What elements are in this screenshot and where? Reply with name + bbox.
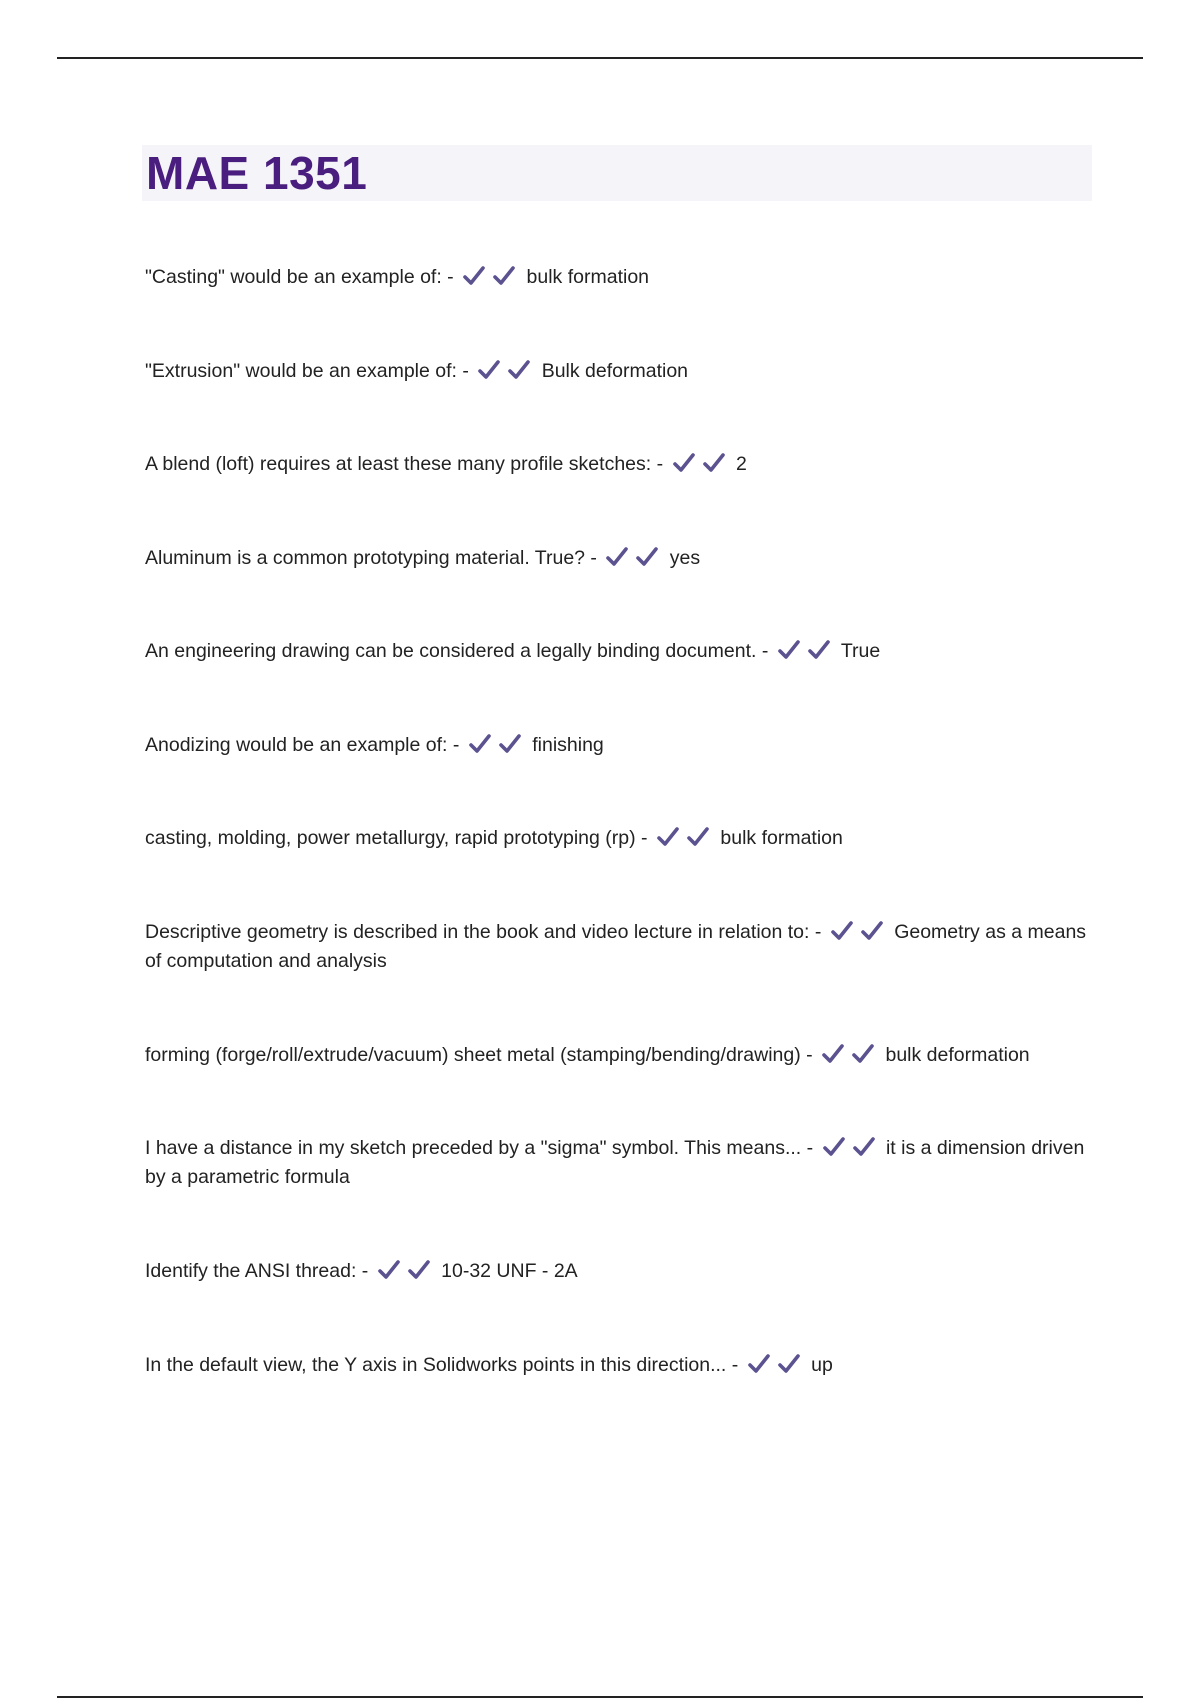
- check-icon: [636, 547, 658, 567]
- question-text: "Casting" would be an example of: -: [145, 265, 454, 288]
- double-check-icon: [673, 453, 733, 475]
- question-text: I have a distance in my sketch preceded by a "sigma" symbol. This means... -: [145, 1136, 814, 1159]
- check-icon: [831, 921, 853, 941]
- check-icon: [822, 1044, 844, 1064]
- qa-item: [145, 1041, 1095, 1070]
- check-icon: [703, 453, 725, 473]
- double-check-icon: [606, 547, 666, 569]
- qa-item: [145, 824, 1095, 853]
- check-icon: [748, 1354, 770, 1374]
- qa-item: [145, 450, 1095, 479]
- double-check-icon: [778, 640, 838, 662]
- check-icon: [778, 1354, 800, 1374]
- check-icon: [823, 1137, 845, 1157]
- check-icon: [687, 827, 709, 847]
- answer-text: it is a dimension driven by a parametric formula: [145, 1136, 1085, 1188]
- double-check-icon: [822, 1044, 882, 1066]
- question-text: Anodizing would be an example of: -: [145, 733, 460, 756]
- qa-item: [145, 1351, 1095, 1380]
- check-icon: [408, 1260, 430, 1280]
- qa-item: [145, 918, 1095, 976]
- question-text: Identify the ANSI thread: -: [145, 1259, 369, 1282]
- check-icon: [778, 640, 800, 660]
- answer-text: bulk deformation: [885, 1043, 1030, 1066]
- answer-text: finishing: [532, 733, 604, 756]
- top-rule: [57, 57, 1143, 59]
- check-icon: [469, 734, 491, 754]
- check-icon: [853, 1137, 875, 1157]
- answer-text: Geometry as a means of computation and analysis: [145, 920, 1087, 972]
- answer-text: True: [840, 639, 881, 662]
- qa-item: [145, 1257, 1095, 1286]
- question-text: Descriptive geometry is described in the book and video lecture in relation to: -: [145, 920, 822, 943]
- qa-item: [145, 357, 1095, 386]
- question-text: casting, molding, power metallurgy, rapid prototyping (rp) -: [145, 826, 648, 849]
- check-icon: [499, 734, 521, 754]
- qa-item: [145, 637, 1095, 666]
- qa-item: [145, 1134, 1095, 1192]
- bottom-rule: [57, 1696, 1143, 1698]
- double-check-icon: [378, 1260, 438, 1282]
- document-title: MAE 1351: [146, 147, 368, 199]
- question-text: "Extrusion" would be an example of: -: [145, 359, 469, 382]
- check-icon: [808, 640, 830, 660]
- check-icon: [606, 547, 628, 567]
- double-check-icon: [478, 360, 538, 382]
- question-text: An engineering drawing can be considered a legally binding document. -: [145, 639, 769, 662]
- qa-item: [145, 731, 1095, 760]
- qa-item: [145, 544, 1095, 573]
- check-icon: [493, 266, 515, 286]
- check-icon: [861, 921, 883, 941]
- answer-text: 2: [735, 452, 747, 475]
- double-check-icon: [463, 266, 523, 288]
- check-icon: [673, 453, 695, 473]
- double-check-icon: [823, 1137, 883, 1159]
- check-icon: [378, 1260, 400, 1280]
- check-icon: [463, 266, 485, 286]
- answer-text: bulk formation: [526, 265, 650, 288]
- double-check-icon: [657, 827, 717, 849]
- check-icon: [478, 360, 500, 380]
- check-icon: [508, 360, 530, 380]
- double-check-icon: [831, 921, 891, 943]
- double-check-icon: [469, 734, 529, 756]
- check-icon: [657, 827, 679, 847]
- answer-text: bulk formation: [720, 826, 843, 849]
- question-text: A blend (loft) requires at least these many profile sketches: -: [145, 452, 664, 475]
- question-text: Aluminum is a common prototyping material. True? -: [145, 546, 597, 569]
- title-band: [142, 145, 1092, 201]
- question-text: In the default view, the Y axis in Solidworks points in this direction... -: [145, 1353, 739, 1376]
- answer-text: up: [811, 1353, 833, 1376]
- question-text: forming (forge/roll/extrude/vacuum) sheet metal (stamping/bending/drawing) -: [145, 1043, 813, 1066]
- check-icon: [852, 1044, 874, 1064]
- answer-text: 10-32 UNF - 2A: [441, 1259, 578, 1282]
- double-check-icon: [748, 1354, 808, 1376]
- answer-text: Bulk deformation: [541, 359, 689, 382]
- answer-text: yes: [669, 546, 701, 569]
- qa-item: [145, 263, 1095, 292]
